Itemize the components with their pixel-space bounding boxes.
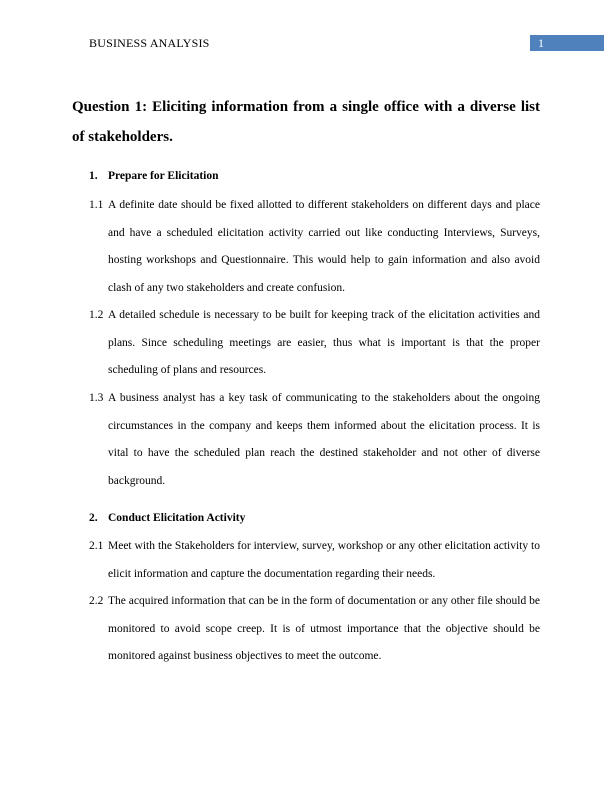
section-heading-2 xyxy=(89,512,245,524)
section-number: 1. xyxy=(89,170,98,182)
item-number: 1.3 xyxy=(89,392,104,404)
item-text: A detailed schedule is necessary to be built for keeping track of the elicitation activities and plans. Since scheduling meetings are easier, thus what is important is that the proper scheduling of plans and resources. xyxy=(108,309,540,376)
page-number-box xyxy=(530,35,604,51)
question-title: Question 1: Eliciting information from a single office with a diverse list of stakeholders. xyxy=(72,99,540,145)
item-number: 2.1 xyxy=(89,540,104,552)
item-text: Meet with the Stakeholders for interview, survey, workshop or any other elicitation activity to elicit information and capture the documentation regarding their needs. xyxy=(108,540,540,580)
item-text: A definite date should be fixed allotted to different stakeholders on different days and place and have a scheduled elicitation activity carried out like conducting Interviews, Surveys, hosting workshops and Questionnaire. This would help to gain information and also avoid clash of any two stakeholders and create confusion. xyxy=(108,199,540,294)
item-number: 1.1 xyxy=(89,199,104,211)
item-number: 1.2 xyxy=(89,309,104,321)
section-heading-text: Conduct Elicitation Activity xyxy=(108,512,246,524)
page-number: 1 xyxy=(538,36,544,50)
item-text: The acquired information that can be in the form of documentation or any other file should be monitored to avoid scope creep. It is of utmost importance that the objective should be monitored against business objectives to meet the outcome. xyxy=(108,595,540,662)
running-header-title: BUSINESS ANALYSIS xyxy=(89,36,210,50)
list-item-1-1 xyxy=(89,192,540,302)
list-item-2-2 xyxy=(89,588,540,671)
section-heading-1 xyxy=(89,170,219,182)
section-heading-text: Prepare for Elicitation xyxy=(108,170,219,182)
item-text: A business analyst has a key task of communicating to the stakeholders about the ongoing circumstances in the company and keeps them informed about the elicitation process. It is vital to have the scheduled plan reach the destined stakeholder and not other of diverse background. xyxy=(108,392,540,487)
item-number: 2.2 xyxy=(89,595,104,607)
list-item-1-2 xyxy=(89,302,540,385)
list-item-1-3 xyxy=(89,385,540,495)
list-item-2-1 xyxy=(89,533,540,588)
section-number: 2. xyxy=(89,512,98,524)
